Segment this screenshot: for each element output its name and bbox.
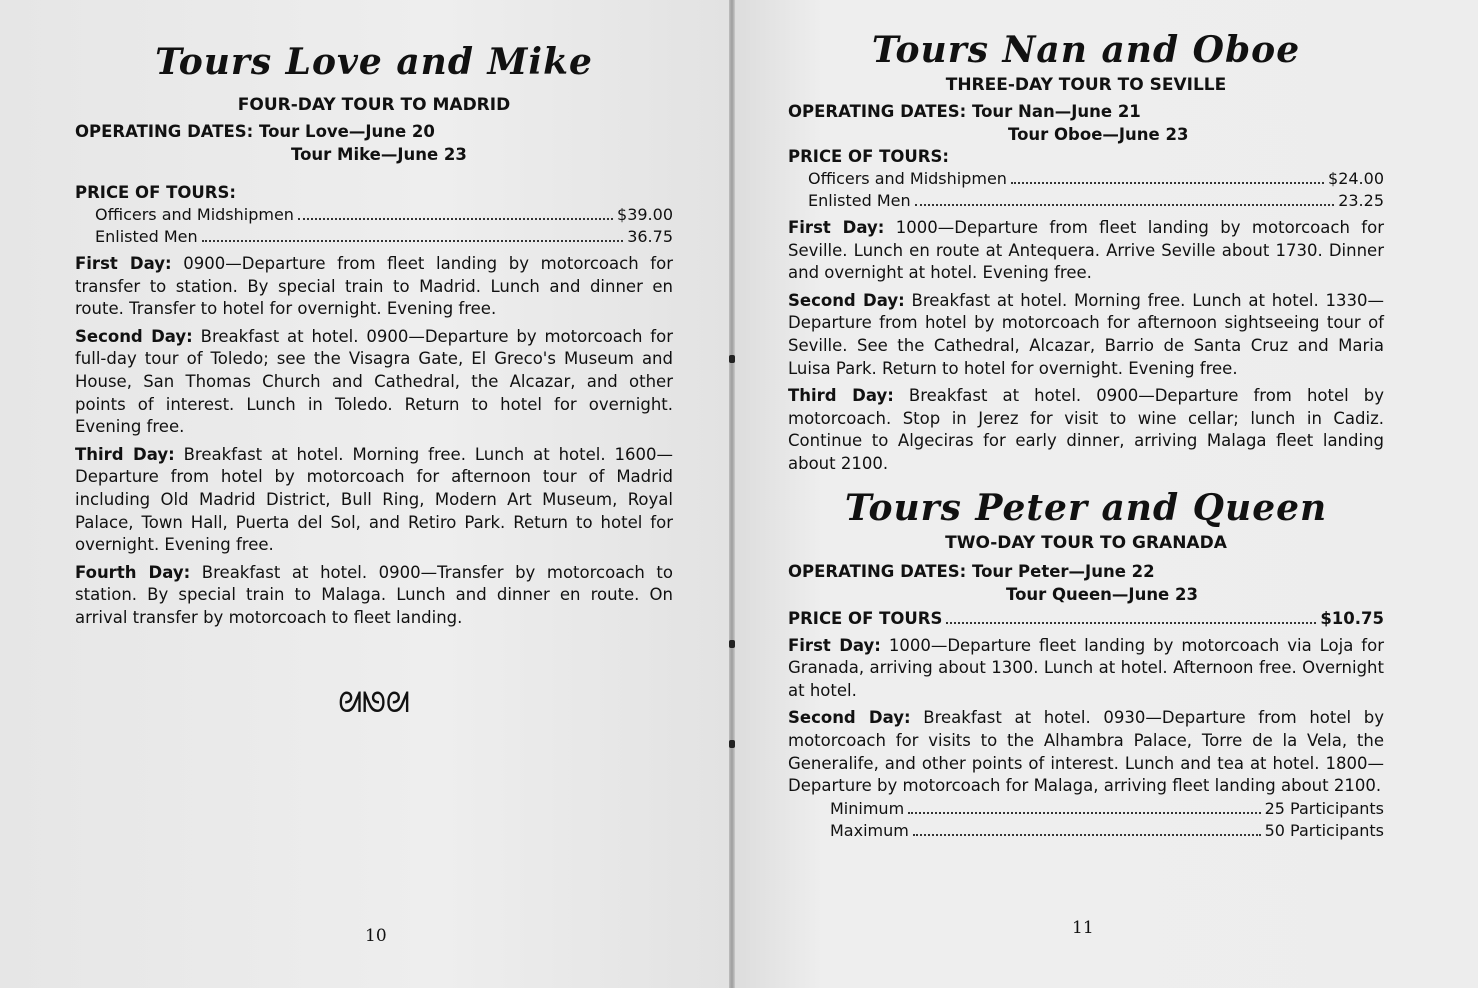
day-label: First Day:: [75, 254, 172, 273]
day-paragraph: [788, 290, 1384, 380]
day-label: Fourth Day:: [75, 562, 191, 582]
operating-dates-label: OPERATING DATES:: [788, 102, 967, 121]
operating-date: Tour Peter—June 22: [972, 561, 1155, 581]
dot-leader: [915, 190, 1335, 206]
price-row: [788, 608, 1384, 630]
dot-leader: [298, 204, 613, 220]
operating-dates: [788, 100, 1384, 123]
day-paragraph: [75, 326, 673, 439]
day-paragraph: [788, 217, 1384, 285]
price-value: $24.00: [1328, 169, 1384, 188]
tour-subtitle: TWO-DAY TOUR TO GRANADA: [945, 532, 1227, 553]
price-value: $10.75: [1320, 608, 1384, 628]
day-text: 1000—Departure fleet landing by motorcoach via Loja for Granada, arriving about 1300. Lunch at hotel. Afternoon free. Overnight at hotel.: [788, 635, 1384, 700]
dot-leader: [946, 608, 1316, 624]
tour-title: Tours Nan and Oboe: [871, 29, 1301, 71]
participants-value: 50 Participants: [1264, 820, 1384, 840]
day-paragraph: [788, 385, 1384, 475]
right-page-content: [788, 28, 1384, 842]
day-text: Breakfast at hotel. Morning free. Lunch at hotel. 1600—Departure from hotel by motorcoach for afternoon tour of Madrid including Old Madrid District, Bull Ring, Modern Art Museum, Royal Palace, Town Hall, Puerta del Sol, and Retiro Park. Return to hotel for overnight. Evening free.: [75, 444, 674, 555]
day-label: First Day:: [788, 218, 885, 237]
price-label: PRICE OF TOURS: [788, 608, 943, 628]
day-text: 1000—Departure from fleet landing by motorcoach for Seville. Lunch en route at Antequera. Arrive Seville about 1730. Dinner and overnight at hotel. Evening free.: [788, 218, 1384, 283]
price-label: Officers and Midshipmen: [808, 169, 1007, 188]
price-row: [75, 204, 673, 226]
tour-title: Tours Peter and Queen: [844, 486, 1328, 529]
day-text: 0900—Departure from fleet landing by motorcoach for transfer to station. By special train to Madrid. Lunch and dinner en route. Transfer to hotel for overnight. Evening free.: [75, 254, 673, 319]
price-value: 36.75: [627, 227, 673, 246]
day-text: Breakfast at hotel. 0900—Transfer by motorcoach to station. By special train to Malaga. Lunch and dinner en route. On arrival transfer by motorcoach to fleet landing.: [75, 562, 673, 627]
operating-date: Tour Queen—June 23: [1006, 584, 1198, 604]
price-label: Enlisted Men: [808, 191, 911, 210]
dot-leader: [913, 820, 1261, 836]
day-label: First Day:: [788, 635, 881, 655]
operating-dates: [788, 560, 1384, 583]
staple-mark: [729, 740, 735, 748]
day-paragraph: [788, 635, 1384, 703]
day-paragraph: [75, 253, 673, 321]
day-label: Second Day:: [788, 290, 905, 310]
operating-date: Tour Love—June 20: [259, 122, 435, 141]
day-text: Breakfast at hotel. Morning free. Lunch at hotel. 1330—Departure from hotel by motorcoach for afternoon sightseeing tour of Seville. See the Cathedral, Alcazar, Barrio de Santa Cruz and Maria Luisa Park. Return to hotel for overnight. Evening free.: [788, 290, 1385, 378]
participants-label: Maximum: [830, 820, 909, 840]
participants-row: [788, 798, 1384, 820]
price-heading: PRICE OF TOURS:: [75, 183, 236, 202]
day-paragraph: [788, 707, 1384, 797]
day-label: Second Day:: [75, 326, 193, 346]
day-label: Second Day:: [788, 708, 911, 728]
book-spine: [729, 0, 735, 988]
operating-date: Tour Oboe—June 23: [1008, 125, 1189, 144]
tour-title: Tours Love and Mike: [155, 41, 593, 83]
participants-value: 25 Participants: [1264, 798, 1384, 818]
price-heading: PRICE OF TOURS:: [788, 147, 949, 166]
day-text: Breakfast at hotel. 0900—Departure from hotel by motorcoach. Stop in Jerez for visit to wine cellar; lunch in Cadiz. Continue to Algeciras for early dinner, arriving Malaga fleet landing about 2100.: [788, 386, 1384, 473]
tour-subtitle: FOUR-DAY TOUR TO MADRID: [237, 95, 511, 115]
operating-dates-label: OPERATING DATES:: [788, 561, 967, 581]
day-paragraph: [75, 444, 673, 557]
day-paragraph: [75, 562, 673, 630]
price-row: [75, 226, 673, 248]
day-text: Breakfast at hotel. 0900—Departure by motorcoach for full-day tour of Toledo; see the Visagra Gate, El Greco's Museum and House, San Thomas Church and Cathedral, the Alcazar, and other points of interest. Lunch in Toledo. Return to hotel for overnight. Evening free.: [75, 326, 673, 437]
operating-date: Tour Mike—June 23: [291, 145, 467, 164]
operating-date-row: [788, 123, 1384, 146]
operating-date-row: [788, 583, 1384, 606]
staple-mark: [729, 640, 735, 648]
tour-subtitle: THREE-DAY TOUR TO SEVILLE: [945, 75, 1227, 95]
day-label: Third Day:: [788, 386, 894, 406]
day-label: Third Day:: [75, 444, 175, 464]
price-row: [788, 168, 1384, 190]
page-number: 11: [1072, 918, 1094, 938]
day-text: Breakfast at hotel. 0930—Departure from hotel by motorcoach for visits to the Alhambra Palace, Torre de la Vela, the Generalife, and other points of interest. Lunch and tea at hotel. 1800—Departure by motorcoach for Malaga, arriving fleet landing about 2100.: [788, 708, 1384, 796]
left-page-content: [75, 40, 673, 720]
participants-row: [788, 820, 1384, 842]
staple-mark: [729, 355, 735, 363]
price-value: 23.25: [1338, 191, 1384, 210]
operating-dates: [75, 120, 673, 143]
price-value: $39.00: [617, 205, 673, 224]
operating-date: Tour Nan—June 21: [972, 102, 1141, 121]
price-label: Enlisted Men: [95, 227, 198, 246]
dot-leader: [908, 798, 1260, 814]
price-row: [788, 190, 1384, 212]
participants-label: Minimum: [830, 798, 905, 818]
operating-date-row: [75, 143, 673, 166]
dot-leader: [1011, 168, 1324, 184]
dot-leader: [202, 226, 624, 242]
ornament-flourish: ᘛᘚᘛ: [338, 685, 410, 719]
page-number: 10: [365, 926, 387, 946]
operating-dates-label: OPERATING DATES:: [75, 122, 254, 141]
price-label: Officers and Midshipmen: [95, 205, 294, 224]
